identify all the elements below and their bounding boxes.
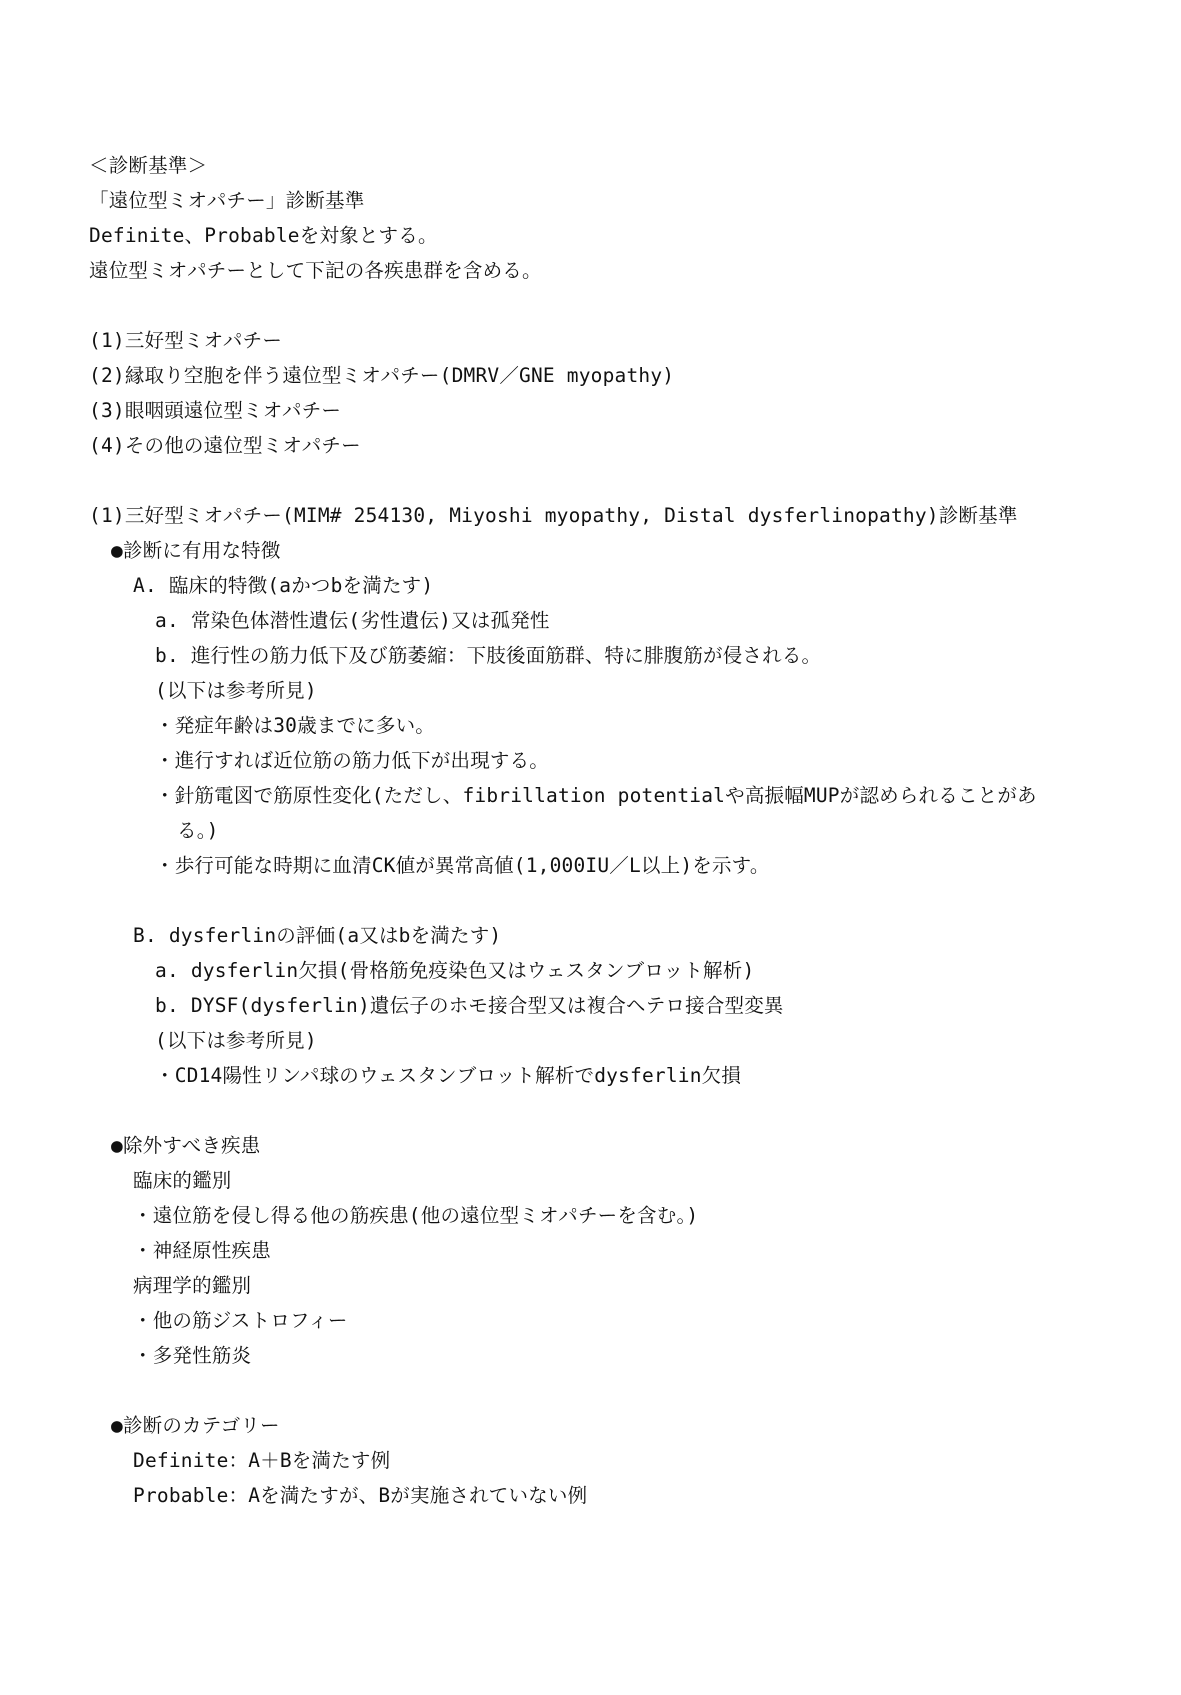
reference-heading: (以下は参考所見) xyxy=(155,1029,317,1052)
disease-group-item: (3)眼咽頭遠位型ミオパチー xyxy=(89,399,342,422)
reference-item: ・歩行可能な時期に血清CK値が異常高値(1,000IU／L以上)を示す。 xyxy=(155,854,770,877)
disease-group-item: (1)三好型ミオパチー xyxy=(89,329,283,352)
document-title: 「遠位型ミオパチー」診断基準 xyxy=(89,189,365,212)
pathological-differential-heading: 病理学的鑑別 xyxy=(133,1274,252,1297)
reference-item-continuation: る。) xyxy=(177,819,219,842)
clinical-differential-heading: 臨床的鑑別 xyxy=(133,1169,232,1192)
spacer xyxy=(89,883,1099,918)
reference-item: ・発症年齢は30歳までに多い。 xyxy=(155,714,435,737)
useful-features-heading: ●診断に有用な特徴 xyxy=(111,539,281,562)
exclusions-heading: ●除外すべき疾患 xyxy=(111,1134,261,1157)
reference-item: ・CD14陽性リンパ球のウェスタンブロット解析でdysferlin欠損 xyxy=(155,1064,742,1087)
dysferlin-evaluation-b: b. DYSF(dysferlin)遺伝子のホモ接合型又は複合ヘテロ接合型変異 xyxy=(155,994,784,1017)
spacer xyxy=(89,1373,1099,1408)
disease-group-item: (4)その他の遠位型ミオパチー xyxy=(89,434,361,457)
pathological-differential-item: ・他の筋ジストロフィー xyxy=(133,1309,348,1332)
pathological-differential-item: ・多発性筋炎 xyxy=(133,1344,252,1367)
document-heading: ＜診断基準＞ xyxy=(89,154,208,177)
reference-item: ・進行すれば近位筋の筋力低下が出現する。 xyxy=(155,749,550,772)
clinical-features-heading: A. 臨床的特徴(aかつbを満たす) xyxy=(133,574,434,597)
spacer xyxy=(89,1093,1099,1128)
clinical-feature-b: b. 進行性の筋力低下及び筋萎縮：下肢後面筋群、特に腓腹筋が侵される。 xyxy=(155,644,822,667)
clinical-differential-item: ・遠位筋を侵し得る他の筋疾患(他の遠位型ミオパチーを含む。) xyxy=(133,1204,699,1227)
intro-line: 遠位型ミオパチーとして下記の各疾患群を含める。 xyxy=(89,259,542,282)
disease-group-item: (2)縁取り空胞を伴う遠位型ミオパチー(DMRV／GNE myopathy) xyxy=(89,364,675,387)
clinical-differential-item: ・神経原性疾患 xyxy=(133,1239,271,1262)
spacer xyxy=(89,288,1099,323)
reference-item: ・針筋電図で筋原性変化(ただし、fibrillation potentialや高振幅MUPが認められることがあ xyxy=(155,784,1037,807)
categories-heading: ●診断のカテゴリー xyxy=(111,1414,280,1437)
document-body xyxy=(89,148,1099,1513)
intro-line: Definite、Probableを対象とする。 xyxy=(89,224,438,247)
reference-heading: (以下は参考所見) xyxy=(155,679,317,702)
section-title: (1)三好型ミオパチー(MIM# 254130, Miyoshi myopathy, Distal dysferlinopathy)診断基準 xyxy=(89,504,1018,527)
dysferlin-evaluation-a: a. dysferlin欠損(骨格筋免疫染色又はウェスタンブロット解析) xyxy=(155,959,755,982)
category-item: Probable：Aを満たすが、Bが実施されていない例 xyxy=(133,1484,588,1507)
spacer xyxy=(89,463,1099,498)
clinical-feature-a: a. 常染色体潜性遺伝(劣性遺伝)又は孤発性 xyxy=(155,609,550,632)
category-item: Definite：A＋Bを満たす例 xyxy=(133,1449,391,1472)
dysferlin-evaluation-heading: B. dysferlinの評価(a又はbを満たす) xyxy=(133,924,502,947)
